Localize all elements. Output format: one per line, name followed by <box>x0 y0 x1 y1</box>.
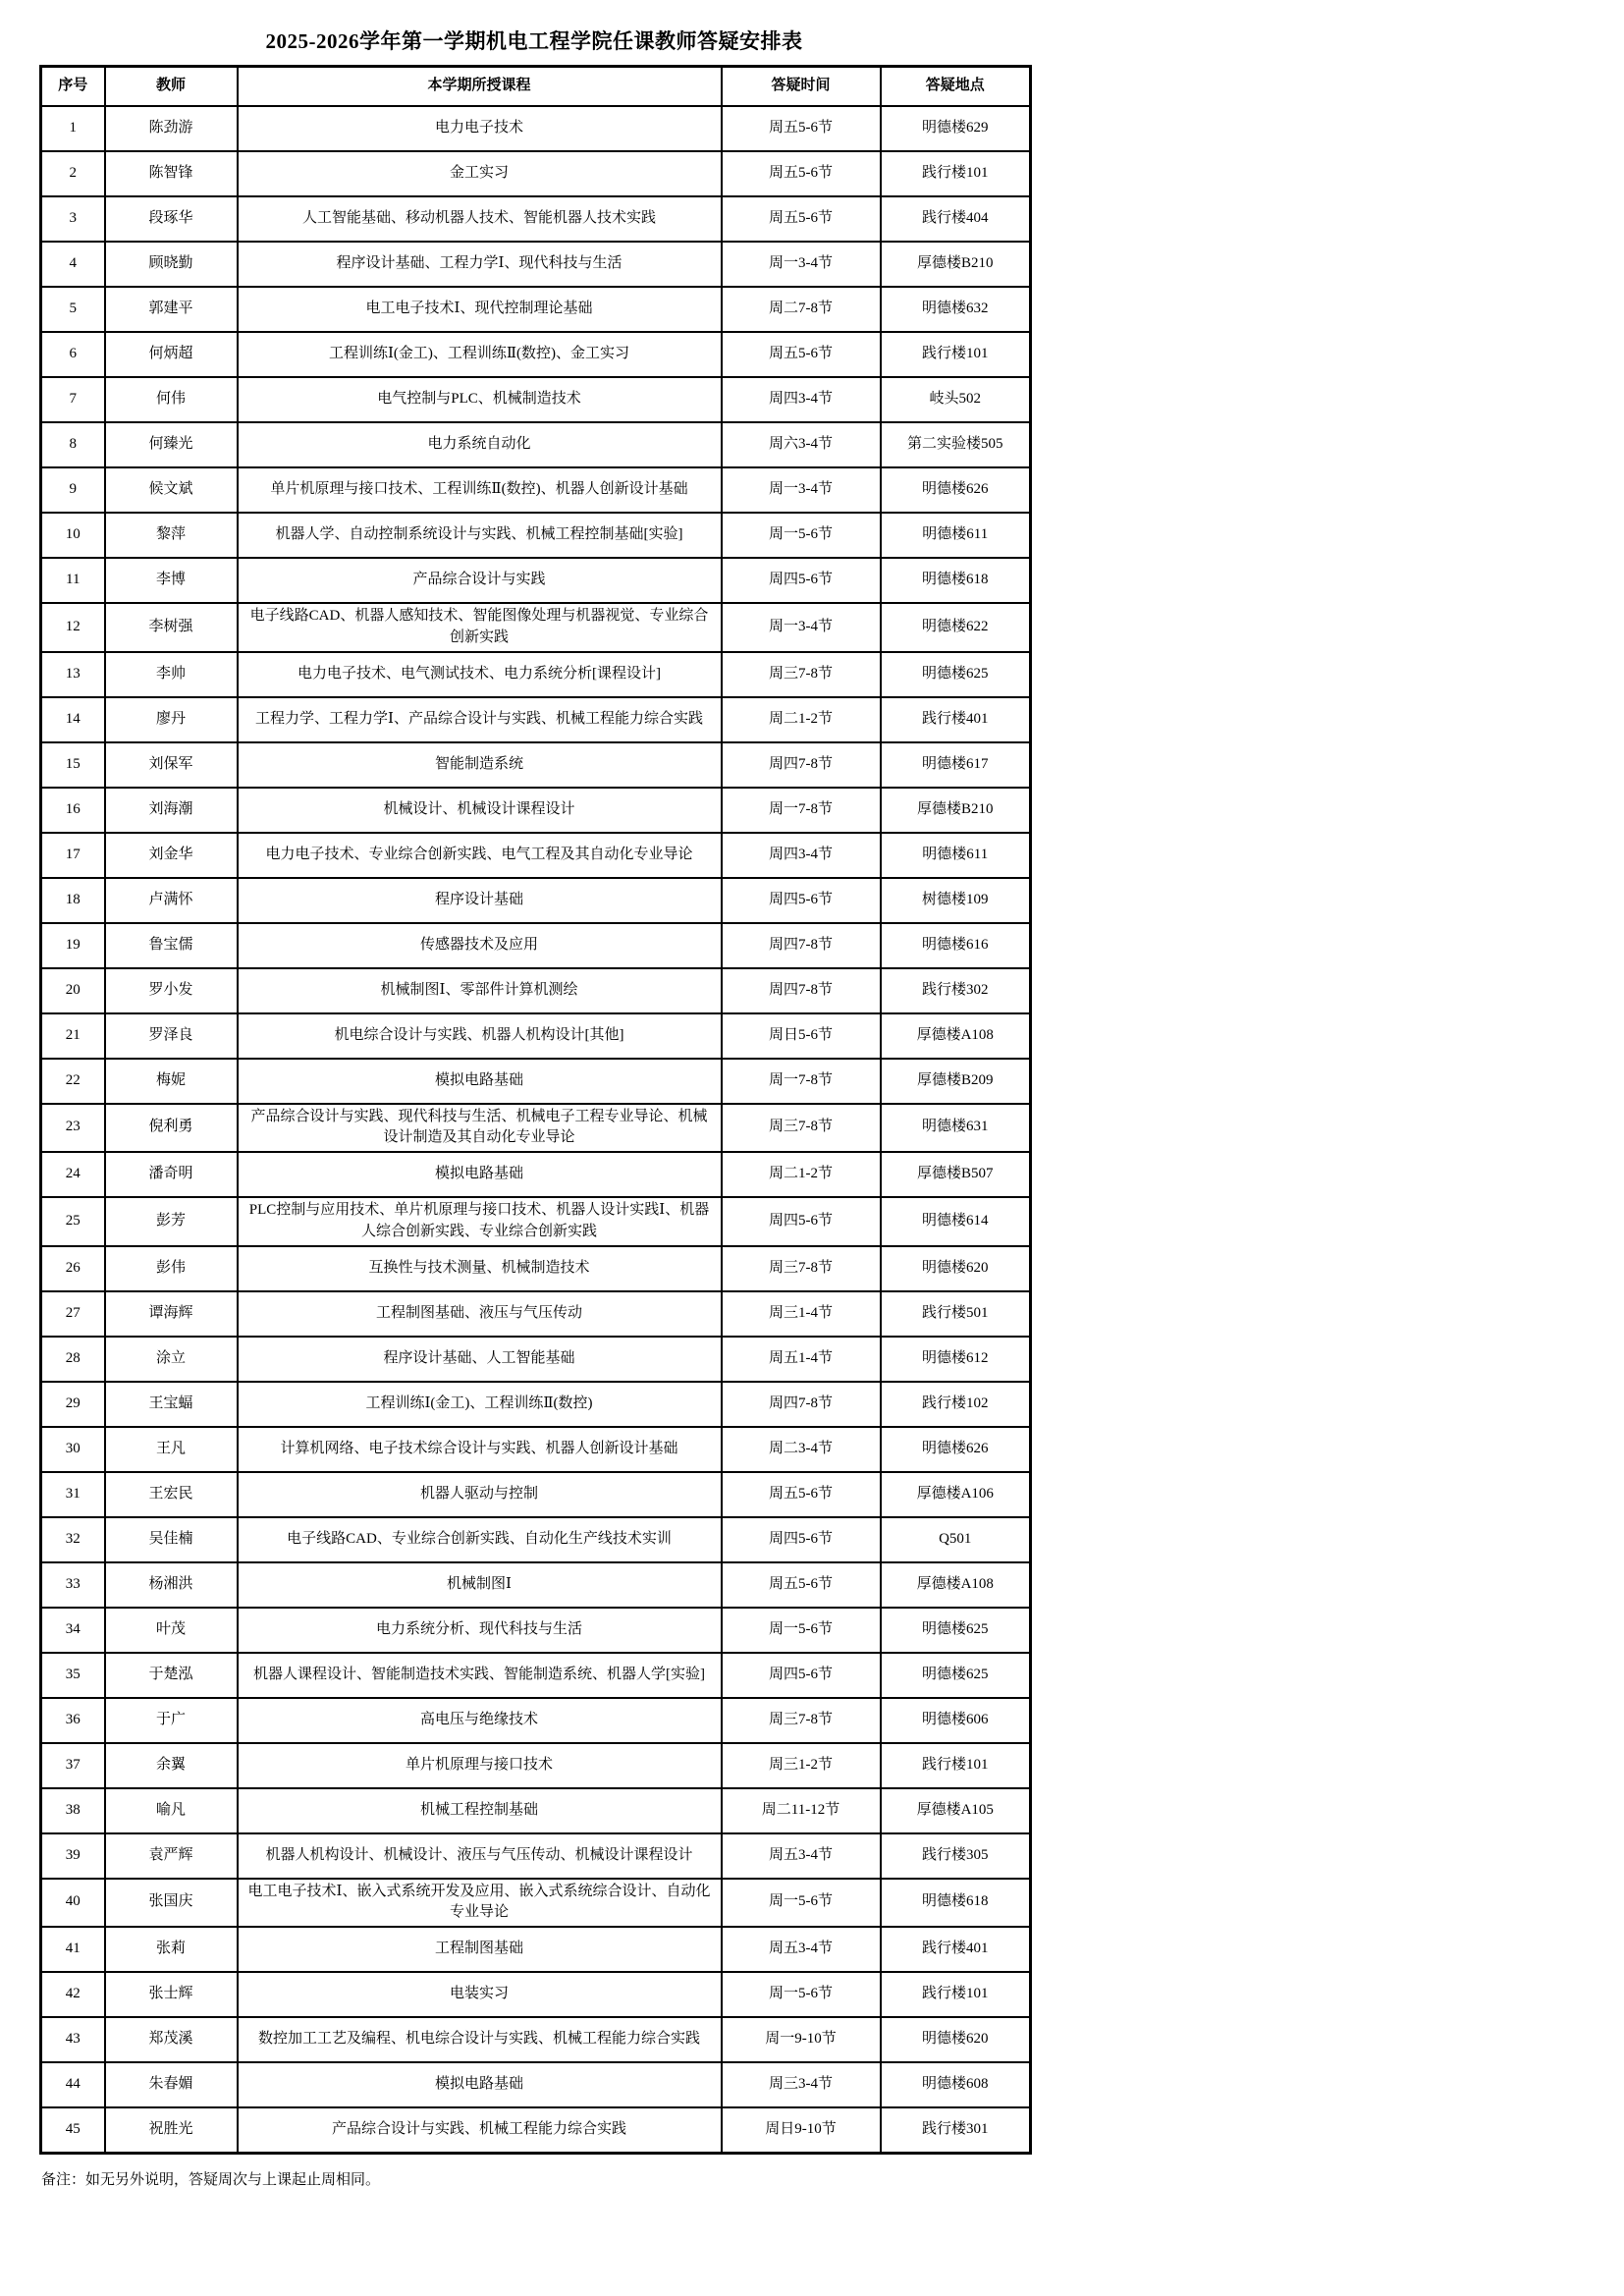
teacher-cell: 吴佳楠 <box>105 1517 238 1562</box>
qa-time-cell: 周三3-4节 <box>722 2062 881 2107</box>
table-row <box>41 2062 1031 2107</box>
teacher-cell: 张莉 <box>105 1927 238 1972</box>
teacher-cell: 王凡 <box>105 1427 238 1472</box>
row-number-cell: 11 <box>41 558 105 603</box>
table-row <box>41 1879 1031 1928</box>
teacher-cell: 陈劲游 <box>105 106 238 151</box>
teacher-cell: 梅妮 <box>105 1059 238 1104</box>
courses-cell: 电力电子技术、专业综合创新实践、电气工程及其自动化专业导论 <box>238 833 722 878</box>
row-number-cell: 39 <box>41 1833 105 1879</box>
courses-cell: 电力系统分析、现代科技与生活 <box>238 1608 722 1653</box>
row-number-cell: 21 <box>41 1013 105 1059</box>
row-number-cell: 30 <box>41 1427 105 1472</box>
qa-location-cell: 践行楼305 <box>881 1833 1031 1879</box>
teacher-cell: 段琢华 <box>105 196 238 242</box>
row-number-cell: 17 <box>41 833 105 878</box>
courses-cell: 程序设计基础、工程力学Ⅰ、现代科技与生活 <box>238 242 722 287</box>
row-number-cell: 10 <box>41 513 105 558</box>
teacher-cell: 王宏民 <box>105 1472 238 1517</box>
qa-time-cell: 周四5-6节 <box>722 558 881 603</box>
qa-location-cell: 践行楼302 <box>881 968 1031 1013</box>
qa-time-cell: 周五5-6节 <box>722 332 881 377</box>
teacher-cell: 余翼 <box>105 1743 238 1788</box>
header-row <box>41 67 1031 107</box>
qa-location-cell: 明德楼625 <box>881 1608 1031 1653</box>
teacher-cell: 祝胜光 <box>105 2107 238 2154</box>
teacher-cell: 倪利勇 <box>105 1104 238 1153</box>
courses-cell: 模拟电路基础 <box>238 1059 722 1104</box>
qa-location-cell: 树德楼109 <box>881 878 1031 923</box>
courses-cell: 机电综合设计与实践、机器人机构设计[其他] <box>238 1013 722 1059</box>
qa-location-cell: 厚德楼A108 <box>881 1562 1031 1608</box>
teacher-cell: 候文斌 <box>105 467 238 513</box>
table-row <box>41 1104 1031 1153</box>
courses-cell: 程序设计基础、人工智能基础 <box>238 1337 722 1382</box>
row-number-cell: 23 <box>41 1104 105 1153</box>
courses-cell: 传感器技术及应用 <box>238 923 722 968</box>
qa-time-cell: 周三7-8节 <box>722 1246 881 1291</box>
courses-cell: PLC控制与应用技术、单片机原理与接口技术、机器人设计实践Ⅰ、机器人综合创新实践、专业综合创新实践 <box>238 1197 722 1246</box>
qa-location-cell: 明德楼626 <box>881 1427 1031 1472</box>
table-row <box>41 1472 1031 1517</box>
qa-location-cell: 明德楼631 <box>881 1104 1031 1153</box>
table-row <box>41 1608 1031 1653</box>
teacher-cell: 刘金华 <box>105 833 238 878</box>
teacher-cell: 黎萍 <box>105 513 238 558</box>
row-number-cell: 45 <box>41 2107 105 2154</box>
qa-time-cell: 周四5-6节 <box>722 1517 881 1562</box>
table-row <box>41 513 1031 558</box>
courses-cell: 金工实习 <box>238 151 722 196</box>
table-row <box>41 1337 1031 1382</box>
qa-location-cell: 明德楼612 <box>881 1337 1031 1382</box>
qa-time-cell: 周五5-6节 <box>722 106 881 151</box>
row-number-cell: 29 <box>41 1382 105 1427</box>
qa-location-cell: 践行楼301 <box>881 2107 1031 2154</box>
table-row <box>41 1743 1031 1788</box>
table-row <box>41 422 1031 467</box>
table-row <box>41 377 1031 422</box>
row-number-cell: 38 <box>41 1788 105 1833</box>
courses-cell: 计算机网络、电子技术综合设计与实践、机器人创新设计基础 <box>238 1427 722 1472</box>
qa-time-cell: 周六3-4节 <box>722 422 881 467</box>
qa-location-cell: 明德楼618 <box>881 1879 1031 1928</box>
header-cell-time: 答疑时间 <box>722 67 881 107</box>
table-row <box>41 1653 1031 1698</box>
teacher-cell: 杨湘洪 <box>105 1562 238 1608</box>
courses-cell: 人工智能基础、移动机器人技术、智能机器人技术实践 <box>238 196 722 242</box>
qa-location-cell: 厚德楼B507 <box>881 1152 1031 1197</box>
qa-time-cell: 周五5-6节 <box>722 1562 881 1608</box>
qa-time-cell: 周二1-2节 <box>722 697 881 742</box>
courses-cell: 工程训练Ⅰ(金工)、工程训练Ⅱ(数控)、金工实习 <box>238 332 722 377</box>
teacher-cell: 于楚泓 <box>105 1653 238 1698</box>
table-row <box>41 2107 1031 2154</box>
table-row <box>41 332 1031 377</box>
table-row <box>41 1788 1031 1833</box>
teacher-cell: 罗小发 <box>105 968 238 1013</box>
courses-cell: 产品综合设计与实践、现代科技与生活、机械电子工程专业导论、机械设计制造及其自动化专业导论 <box>238 1104 722 1153</box>
teacher-cell: 李博 <box>105 558 238 603</box>
qa-time-cell: 周二11-12节 <box>722 1788 881 1833</box>
courses-cell: 程序设计基础 <box>238 878 722 923</box>
qa-schedule-table <box>39 65 1032 2155</box>
qa-location-cell: 明德楼629 <box>881 106 1031 151</box>
qa-time-cell: 周日5-6节 <box>722 1013 881 1059</box>
row-number-cell: 37 <box>41 1743 105 1788</box>
qa-time-cell: 周四7-8节 <box>722 923 881 968</box>
qa-location-cell: 明德楼611 <box>881 833 1031 878</box>
table-row <box>41 1382 1031 1427</box>
qa-time-cell: 周五1-4节 <box>722 1337 881 1382</box>
row-number-cell: 43 <box>41 2017 105 2062</box>
qa-location-cell: 厚德楼B210 <box>881 242 1031 287</box>
table-row <box>41 1291 1031 1337</box>
row-number-cell: 36 <box>41 1698 105 1743</box>
courses-cell: 机器人课程设计、智能制造技术实践、智能制造系统、机器人学[实验] <box>238 1653 722 1698</box>
teacher-cell: 何臻光 <box>105 422 238 467</box>
table-row <box>41 1427 1031 1472</box>
header-cell-no: 序号 <box>41 67 105 107</box>
qa-time-cell: 周一7-8节 <box>722 788 881 833</box>
qa-location-cell: 明德楼632 <box>881 287 1031 332</box>
teacher-cell: 涂立 <box>105 1337 238 1382</box>
row-number-cell: 24 <box>41 1152 105 1197</box>
qa-time-cell: 周四5-6节 <box>722 1197 881 1246</box>
table-row <box>41 968 1031 1013</box>
teacher-cell: 刘保军 <box>105 742 238 788</box>
table-row <box>41 1562 1031 1608</box>
courses-cell: 电子线路CAD、专业综合创新实践、自动化生产线技术实训 <box>238 1517 722 1562</box>
courses-cell: 电装实习 <box>238 1972 722 2017</box>
qa-time-cell: 周一5-6节 <box>722 1879 881 1928</box>
qa-time-cell: 周四7-8节 <box>722 1382 881 1427</box>
row-number-cell: 22 <box>41 1059 105 1104</box>
qa-location-cell: 明德楼617 <box>881 742 1031 788</box>
qa-time-cell: 周四7-8节 <box>722 742 881 788</box>
courses-cell: 单片机原理与接口技术、工程训练Ⅱ(数控)、机器人创新设计基础 <box>238 467 722 513</box>
courses-cell: 机械工程控制基础 <box>238 1788 722 1833</box>
teacher-cell: 彭伟 <box>105 1246 238 1291</box>
teacher-cell: 郭建平 <box>105 287 238 332</box>
courses-cell: 产品综合设计与实践、机械工程能力综合实践 <box>238 2107 722 2154</box>
row-number-cell: 4 <box>41 242 105 287</box>
header-cell-location: 答疑地点 <box>881 67 1031 107</box>
row-number-cell: 28 <box>41 1337 105 1382</box>
row-number-cell: 5 <box>41 287 105 332</box>
teacher-cell: 袁严辉 <box>105 1833 238 1879</box>
courses-cell: 产品综合设计与实践 <box>238 558 722 603</box>
courses-cell: 互换性与技术测量、机械制造技术 <box>238 1246 722 1291</box>
qa-location-cell: 第二实验楼505 <box>881 422 1031 467</box>
row-number-cell: 16 <box>41 788 105 833</box>
table-row <box>41 833 1031 878</box>
courses-cell: 工程制图基础 <box>238 1927 722 1972</box>
qa-time-cell: 周三1-4节 <box>722 1291 881 1337</box>
row-number-cell: 41 <box>41 1927 105 1972</box>
row-number-cell: 12 <box>41 603 105 652</box>
teacher-cell: 陈智锋 <box>105 151 238 196</box>
row-number-cell: 6 <box>41 332 105 377</box>
table-row <box>41 1833 1031 1879</box>
qa-location-cell: 践行楼101 <box>881 332 1031 377</box>
qa-time-cell: 周五5-6节 <box>722 1472 881 1517</box>
row-number-cell: 20 <box>41 968 105 1013</box>
qa-location-cell: 厚德楼A106 <box>881 1472 1031 1517</box>
qa-location-cell: 践行楼102 <box>881 1382 1031 1427</box>
row-number-cell: 27 <box>41 1291 105 1337</box>
teacher-cell: 王宝蝠 <box>105 1382 238 1427</box>
qa-time-cell: 周一5-6节 <box>722 1608 881 1653</box>
qa-time-cell: 周一3-4节 <box>722 467 881 513</box>
qa-location-cell: 岐头502 <box>881 377 1031 422</box>
courses-cell: 机械设计、机械设计课程设计 <box>238 788 722 833</box>
row-number-cell: 15 <box>41 742 105 788</box>
teacher-cell: 喻凡 <box>105 1788 238 1833</box>
qa-location-cell: 践行楼404 <box>881 196 1031 242</box>
teacher-cell: 于广 <box>105 1698 238 1743</box>
qa-time-cell: 周四3-4节 <box>722 377 881 422</box>
table-row <box>41 2017 1031 2062</box>
teacher-cell: 张士辉 <box>105 1972 238 2017</box>
teacher-cell: 朱春媚 <box>105 2062 238 2107</box>
qa-time-cell: 周二1-2节 <box>722 1152 881 1197</box>
qa-time-cell: 周五3-4节 <box>722 1833 881 1879</box>
table-row <box>41 1246 1031 1291</box>
table-row <box>41 697 1031 742</box>
teacher-cell: 卢满怀 <box>105 878 238 923</box>
table-header <box>41 67 1031 107</box>
row-number-cell: 40 <box>41 1879 105 1928</box>
qa-location-cell: 厚德楼B209 <box>881 1059 1031 1104</box>
teacher-cell: 刘海潮 <box>105 788 238 833</box>
qa-location-cell: 明德楼622 <box>881 603 1031 652</box>
table-row <box>41 151 1031 196</box>
row-number-cell: 2 <box>41 151 105 196</box>
qa-location-cell: 明德楼618 <box>881 558 1031 603</box>
qa-location-cell: 践行楼101 <box>881 1743 1031 1788</box>
qa-time-cell: 周四5-6节 <box>722 878 881 923</box>
qa-time-cell: 周三7-8节 <box>722 652 881 697</box>
qa-time-cell: 周三7-8节 <box>722 1698 881 1743</box>
courses-cell: 电力系统自动化 <box>238 422 722 467</box>
row-number-cell: 19 <box>41 923 105 968</box>
qa-location-cell: 明德楼608 <box>881 2062 1031 2107</box>
courses-cell: 机器人机构设计、机械设计、液压与气压传动、机械设计课程设计 <box>238 1833 722 1879</box>
table-row <box>41 1013 1031 1059</box>
qa-location-cell: 明德楼620 <box>881 2017 1031 2062</box>
table-row <box>41 106 1031 151</box>
table-row <box>41 242 1031 287</box>
courses-cell: 工程制图基础、液压与气压传动 <box>238 1291 722 1337</box>
qa-time-cell: 周一3-4节 <box>722 242 881 287</box>
courses-cell: 智能制造系统 <box>238 742 722 788</box>
qa-location-cell: 厚德楼B210 <box>881 788 1031 833</box>
qa-time-cell: 周五3-4节 <box>722 1927 881 1972</box>
qa-time-cell: 周五5-6节 <box>722 151 881 196</box>
table-row <box>41 558 1031 603</box>
qa-location-cell: 明德楼625 <box>881 1653 1031 1698</box>
qa-time-cell: 周一5-6节 <box>722 513 881 558</box>
qa-time-cell: 周三7-8节 <box>722 1104 881 1153</box>
row-number-cell: 33 <box>41 1562 105 1608</box>
row-number-cell: 42 <box>41 1972 105 2017</box>
row-number-cell: 9 <box>41 467 105 513</box>
courses-cell: 模拟电路基础 <box>238 2062 722 2107</box>
qa-time-cell: 周一7-8节 <box>722 1059 881 1104</box>
courses-cell: 机械制图Ⅰ <box>238 1562 722 1608</box>
courses-cell: 数控加工工艺及编程、机电综合设计与实践、机械工程能力综合实践 <box>238 2017 722 2062</box>
courses-cell: 机器人学、自动控制系统设计与实践、机械工程控制基础[实验] <box>238 513 722 558</box>
qa-location-cell: 践行楼501 <box>881 1291 1031 1337</box>
teacher-cell: 潘奇明 <box>105 1152 238 1197</box>
page-title: 2025-2026学年第一学期机电工程学院任课教师答疑安排表 <box>265 29 803 53</box>
qa-location-cell: 明德楼616 <box>881 923 1031 968</box>
teacher-cell: 张国庆 <box>105 1879 238 1928</box>
qa-location-cell: 践行楼401 <box>881 1927 1031 1972</box>
qa-location-cell: 践行楼401 <box>881 697 1031 742</box>
teacher-cell: 郑茂溪 <box>105 2017 238 2062</box>
table-row <box>41 287 1031 332</box>
teacher-cell: 何炳超 <box>105 332 238 377</box>
teacher-cell: 叶茂 <box>105 1608 238 1653</box>
qa-time-cell: 周四3-4节 <box>722 833 881 878</box>
row-number-cell: 26 <box>41 1246 105 1291</box>
teacher-cell: 鲁宝儒 <box>105 923 238 968</box>
courses-cell: 电气控制与PLC、机械制造技术 <box>238 377 722 422</box>
row-number-cell: 18 <box>41 878 105 923</box>
courses-cell: 电工电子技术Ⅰ、现代控制理论基础 <box>238 287 722 332</box>
header-cell-teacher: 教师 <box>105 67 238 107</box>
qa-time-cell: 周三1-2节 <box>722 1743 881 1788</box>
courses-cell: 工程训练Ⅰ(金工)、工程训练Ⅱ(数控) <box>238 1382 722 1427</box>
courses-cell: 电力电子技术 <box>238 106 722 151</box>
table-row <box>41 742 1031 788</box>
courses-cell: 机械制图Ⅰ、零部件计算机测绘 <box>238 968 722 1013</box>
row-number-cell: 32 <box>41 1517 105 1562</box>
teacher-cell: 谭海辉 <box>105 1291 238 1337</box>
table-row <box>41 1197 1031 1246</box>
table-row <box>41 196 1031 242</box>
table-row <box>41 1152 1031 1197</box>
table-row <box>41 1927 1031 1972</box>
row-number-cell: 31 <box>41 1472 105 1517</box>
qa-time-cell: 周日9-10节 <box>722 2107 881 2154</box>
teacher-cell: 何伟 <box>105 377 238 422</box>
table-row <box>41 1517 1031 1562</box>
table-row <box>41 1972 1031 2017</box>
row-number-cell: 3 <box>41 196 105 242</box>
qa-location-cell: 明德楼606 <box>881 1698 1031 1743</box>
table-row <box>41 878 1031 923</box>
courses-cell: 机器人驱动与控制 <box>238 1472 722 1517</box>
qa-location-cell: Q501 <box>881 1517 1031 1562</box>
row-number-cell: 7 <box>41 377 105 422</box>
courses-cell: 电工电子技术Ⅰ、嵌入式系统开发及应用、嵌入式系统综合设计、自动化专业导论 <box>238 1879 722 1928</box>
qa-time-cell: 周一3-4节 <box>722 603 881 652</box>
row-number-cell: 14 <box>41 697 105 742</box>
header-cell-courses: 本学期所授课程 <box>238 67 722 107</box>
row-number-cell: 25 <box>41 1197 105 1246</box>
table-row <box>41 788 1031 833</box>
qa-time-cell: 周四7-8节 <box>722 968 881 1013</box>
courses-cell: 模拟电路基础 <box>238 1152 722 1197</box>
teacher-cell: 李树强 <box>105 603 238 652</box>
courses-cell: 电子线路CAD、机器人感知技术、智能图像处理与机器视觉、专业综合创新实践 <box>238 603 722 652</box>
row-number-cell: 1 <box>41 106 105 151</box>
row-number-cell: 44 <box>41 2062 105 2107</box>
row-number-cell: 8 <box>41 422 105 467</box>
table-row <box>41 923 1031 968</box>
qa-time-cell: 周四5-6节 <box>722 1653 881 1698</box>
qa-location-cell: 明德楼611 <box>881 513 1031 558</box>
qa-time-cell: 周二7-8节 <box>722 287 881 332</box>
teacher-cell: 彭芳 <box>105 1197 238 1246</box>
courses-cell: 工程力学、工程力学Ⅰ、产品综合设计与实践、机械工程能力综合实践 <box>238 697 722 742</box>
row-number-cell: 34 <box>41 1608 105 1653</box>
qa-location-cell: 明德楼625 <box>881 652 1031 697</box>
qa-location-cell: 厚德楼A108 <box>881 1013 1031 1059</box>
qa-location-cell: 明德楼626 <box>881 467 1031 513</box>
courses-cell: 高电压与绝缘技术 <box>238 1698 722 1743</box>
table-row <box>41 603 1031 652</box>
row-number-cell: 13 <box>41 652 105 697</box>
courses-cell: 电力电子技术、电气测试技术、电力系统分析[课程设计] <box>238 652 722 697</box>
footnote: 备注：如无另外说明，答疑周次与上课起止周相同。 <box>41 2172 381 2188</box>
table-row <box>41 1059 1031 1104</box>
table-row <box>41 1698 1031 1743</box>
qa-location-cell: 明德楼614 <box>881 1197 1031 1246</box>
row-number-cell: 35 <box>41 1653 105 1698</box>
qa-location-cell: 明德楼620 <box>881 1246 1031 1291</box>
table-row <box>41 652 1031 697</box>
courses-cell: 单片机原理与接口技术 <box>238 1743 722 1788</box>
qa-time-cell: 周二3-4节 <box>722 1427 881 1472</box>
teacher-cell: 顾晓勤 <box>105 242 238 287</box>
table-row <box>41 467 1031 513</box>
qa-location-cell: 践行楼101 <box>881 151 1031 196</box>
qa-time-cell: 周五5-6节 <box>722 196 881 242</box>
teacher-cell: 罗泽良 <box>105 1013 238 1059</box>
teacher-cell: 李帅 <box>105 652 238 697</box>
table-body <box>41 106 1031 2154</box>
qa-time-cell: 周一9-10节 <box>722 2017 881 2062</box>
qa-time-cell: 周一5-6节 <box>722 1972 881 2017</box>
qa-location-cell: 厚德楼A105 <box>881 1788 1031 1833</box>
teacher-cell: 廖丹 <box>105 697 238 742</box>
qa-location-cell: 践行楼101 <box>881 1972 1031 2017</box>
